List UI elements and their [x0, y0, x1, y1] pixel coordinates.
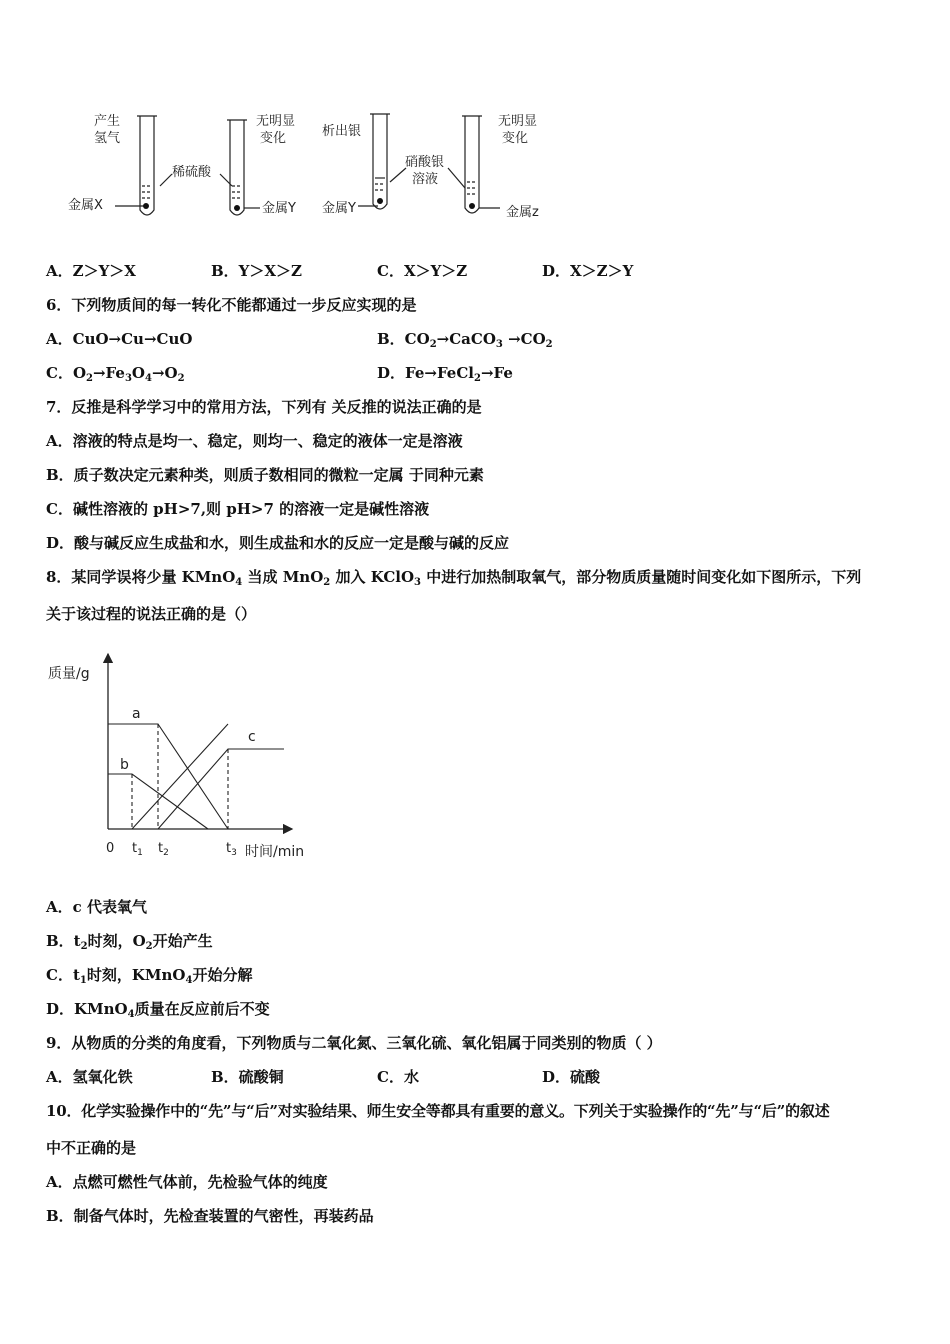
metal-y-piece-1 — [234, 205, 240, 211]
series-a — [108, 724, 228, 829]
label-nochange-2a: 无明显 — [498, 114, 538, 129]
q8-stem-line1: 8．某同学误将少量 KMnO$_4$ 当成 MnO$_2$ 加入 KClO$_3$ 中进行加热制取氧气，部分物质质量随时间变化如下图所示，下列 — [46, 568, 862, 588]
label-metal-y-2: 金属Y — [322, 201, 356, 216]
q10-stem-line2: 中不正确的是 — [46, 1139, 137, 1157]
series-label-c: c — [248, 729, 256, 745]
x-tick-t3: $t_3$ — [226, 841, 237, 858]
q5-option-d: D．X＞Z＞Y — [542, 262, 634, 280]
q9-option-d: D．硫酸 — [542, 1068, 601, 1086]
q10-option-b: B．制备气体时，先检查装置的气密性，再装药品 — [46, 1207, 374, 1225]
label-nochange-1b: 变化 — [260, 131, 287, 146]
series-label-b: b — [120, 757, 129, 773]
label-metal-y-1: 金属Y — [262, 201, 296, 216]
test-tube-figure — [60, 108, 560, 228]
label-agno3-a: 硝酸银 — [405, 155, 445, 170]
q8-option-b: B．$t_2$时刻，$O_2$开始产生 — [46, 932, 213, 952]
series-c — [158, 749, 284, 829]
metal-z-piece — [469, 203, 475, 209]
test-tube-2 — [230, 120, 244, 215]
q7-option-d: D．酸与碱反应生成盐和水，则生成盐和水的反应一定是酸与碱的反应 — [46, 534, 510, 552]
label-agno3-b: 溶液 — [412, 172, 439, 187]
q9-option-a: A．氢氧化铁 — [46, 1068, 133, 1086]
q8-stem-line2: 关于该过程的说法正确的是（） — [46, 605, 257, 623]
mass-time-chart — [40, 648, 330, 868]
test-tube-4 — [465, 116, 479, 213]
q7-option-b: B．质子数决定元素种类，则质子数相同的微粒一定属 于同种元素 — [46, 466, 484, 484]
q6-stem: 6．下列物质间的每一转化不能都通过一步反应实现的是 — [46, 296, 417, 314]
q10-option-a: A．点燃可燃性气体前，先检验气体的纯度 — [46, 1173, 328, 1191]
test-tube-3 — [373, 114, 387, 209]
label-h2-2: 氢气 — [94, 131, 121, 146]
q8-option-d: D．KMnO$_4$质量在反应前后不变 — [46, 1000, 270, 1020]
metal-y-piece-2 — [377, 198, 383, 204]
q5-option-c: C．X＞Y＞Z — [377, 262, 468, 280]
y-axis-label: 质量/g — [48, 666, 90, 682]
q7-option-c: C．碱性溶液的 pH>7,则 pH>7 的溶液一定是碱性溶液 — [46, 500, 430, 518]
q6-option-c: C．$O_2\to Fe_3O_4\to O_2$ — [46, 364, 185, 384]
label-precipitate-ag: 析出银 — [322, 124, 362, 139]
q7-option-a: A．溶液的特点是均一、稳定，则均一、稳定的液体一定是溶液 — [46, 432, 463, 450]
label-dilute-acid: 稀硫酸 — [172, 165, 212, 180]
q6-option-b: B．$CO_2\to CaCO_3 \to CO_2$ — [377, 330, 553, 350]
q8-option-c: C．$t_1$时刻，KMnO$_4$开始分解 — [46, 966, 253, 986]
q6-option-d: D．Fe→FeCl$_2$→Fe — [377, 364, 513, 384]
label-h2-1: 产生 — [94, 114, 121, 129]
metal-x-piece — [143, 203, 149, 209]
q9-option-c: C．水 — [377, 1068, 419, 1086]
x-tick-0: 0 — [106, 841, 115, 856]
test-tube-1 — [140, 116, 154, 215]
series-extra-3 — [132, 724, 228, 829]
q10-stem-line1: 10．化学实验操作中的“先”与“后”对实验结果、师生安全等都具有重要的意义。下列关于实验操作的“先”与“后”的叙述 — [46, 1102, 830, 1120]
label-nochange-1a: 无明显 — [256, 114, 296, 129]
series-label-a: a — [132, 706, 141, 722]
label-metal-x: 金属X — [68, 198, 103, 213]
q8-option-a: A．c 代表氧气 — [46, 898, 147, 916]
x-axis-label: 时间/min — [245, 844, 305, 860]
label-metal-z: 金属z — [506, 205, 539, 220]
q5-option-a: A．Z＞Y＞X — [46, 262, 136, 280]
label-nochange-2b: 变化 — [502, 131, 529, 146]
q9-stem: 9．从物质的分类的角度看，下列物质与二氧化氮、三氧化硫、氧化铝属于同类别的物质（ ） — [46, 1034, 662, 1052]
x-tick-t1: $t_1$ — [132, 841, 143, 858]
q5-option-b: B．Y＞X＞Z — [211, 262, 302, 280]
q7-stem: 7．反推是科学学习中的常用方法，下列有 关反推的说法正确的是 — [46, 398, 482, 416]
x-tick-t2: $t_2$ — [158, 841, 169, 858]
q9-option-b: B．硫酸铜 — [211, 1068, 284, 1086]
q6-option-a: A．CuO→Cu→CuO — [46, 330, 193, 348]
